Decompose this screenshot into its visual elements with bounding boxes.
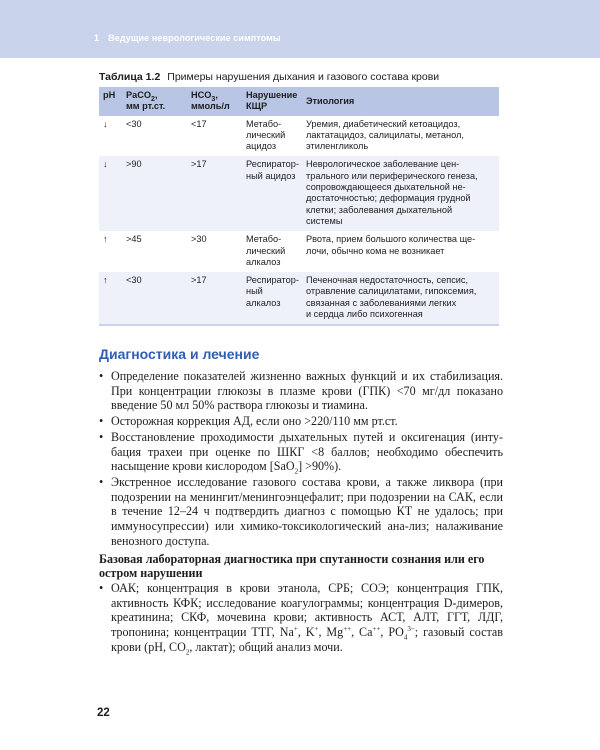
- subscript: 2: [294, 467, 299, 476]
- header-kcr-line1: Нарушение: [246, 90, 298, 100]
- cell-hco3: >17: [187, 156, 242, 231]
- superscript: 3−: [407, 625, 415, 634]
- list-item-text: , Ca: [351, 625, 373, 640]
- subscript: 4: [403, 633, 408, 642]
- header-hco3-unit: ммоль/л: [191, 101, 230, 112]
- superscript: +: [314, 625, 319, 634]
- cell-etiology: Неврологическое заболевание цен- трального или периферического генеза, сопровождающееся дыхательной не- достаточностью; деформация грудной клетки; заболевания дыхательной системы: [302, 156, 499, 231]
- header-kcr-line2: КЩР: [246, 101, 268, 112]
- header-paco2-comma: ,: [154, 90, 158, 100]
- cell-hco3: >30: [191, 234, 207, 245]
- header-band: [0, 0, 600, 58]
- header-hco3: [187, 87, 242, 116]
- list-item-text: Восстановление проходимости дыхательных путей и оксигенация (инту-бация трахеи при оценке по ШКГ <8 баллов; необходимо обеспечить насыщение крови кислородом [SaO: [111, 429, 503, 474]
- cell-ph: ↓: [103, 118, 108, 129]
- header-etiology: Этиология: [302, 87, 499, 116]
- running-head: [94, 33, 281, 43]
- section-heading: Диагностика и лечение: [99, 346, 260, 362]
- cell-ph: ↓: [99, 156, 122, 231]
- chapter-title: Ведущие неврологические симптомы: [108, 33, 281, 43]
- table-caption: [99, 71, 439, 83]
- header-hco3-label: HCO: [191, 90, 212, 100]
- cell-etiology: Печеночная недостаточность, сепсис, отравление салицилатами, гипоксемия, связанная с заболеваниями легких и сердца либо психогенная: [302, 272, 499, 325]
- cell-ph: ↑: [103, 234, 108, 245]
- header-kcr: [242, 87, 302, 116]
- cell-kcr: Метабо- лический ацидоз: [246, 118, 286, 152]
- table-row: [99, 116, 499, 157]
- header-ph: pH: [99, 87, 122, 116]
- table-row: [99, 272, 499, 325]
- list-item-text: ; газовый состав крови (pH, CO: [111, 625, 503, 654]
- list-item: • Определение показателей жизненно важных функций и их стабилизация. При концентрации глюкозы в плазме крови (ГПК) <70 мг/дл показано введение 50 мл 50% раствора глюкозы и тиамина.: [99, 369, 503, 413]
- cell-kcr: Респиратор- ный алкалоз: [242, 272, 302, 325]
- cell-etiology: Рвота, прием большого количества ще- лочи, обычно кома не возникает: [306, 234, 476, 256]
- table-caption-text: Примеры нарушения дыхания и газового состава крови: [167, 71, 440, 83]
- table-row: [99, 231, 499, 272]
- cell-hco3: <17: [191, 118, 207, 129]
- table-row: [99, 156, 499, 231]
- header-hco3-sub: 3: [211, 95, 216, 103]
- header-paco2-unit: мм рт.ст.: [126, 101, 166, 112]
- cell-paco2: >90: [122, 156, 187, 231]
- list-item-text: , K: [297, 625, 315, 640]
- table-body: [99, 116, 499, 326]
- cell-kcr: Респиратор- ный ацидоз: [242, 156, 302, 231]
- lab-heading: Базовая лабораторная диагностика при спутанности сознания или его остром нарушении: [99, 552, 485, 580]
- list-item: • Экстренное исследование газового состава крови, а также ликвора (при подозрении на менингит/менингоэнцефалит; при подозрении на САК, если в течение 12–24 ч подтвердить диагноз с помощью КТ не удалось; при иммуносупрессии) или химико-токсикологический ана-лиз; налаживание венозного доступа.: [99, 475, 503, 549]
- treatment-list: [99, 369, 503, 549]
- header-hco3-comma: ,: [215, 90, 218, 100]
- list-item: • Осторожная коррекция АД, если оно >220/110 мм рт.ст.: [99, 414, 503, 429]
- lab-list: [99, 581, 503, 656]
- subscript: 2: [185, 648, 190, 657]
- cell-paco2: <30: [126, 118, 142, 129]
- list-item-text: ОАК; концентрация в крови этанола, СРБ; СОЭ; концентрация ГПК, активность КФК; исследование коагулограммы; концентрация D-димеров, креатинина; СКФ, мочевина крови; активность АСТ, АЛТ, ГГТ, ЛДГ, тропонина; концентрации ТТГ, Na: [111, 581, 503, 640]
- header-paco2-sub: 2: [151, 95, 155, 103]
- chapter-number: 1: [94, 33, 100, 43]
- list-item: [99, 430, 503, 474]
- list-item: [99, 581, 503, 655]
- superscript: ++: [343, 625, 352, 634]
- header-paco2-label: PaCO: [126, 90, 152, 100]
- superscript: +: [293, 625, 298, 634]
- table-header-row: [99, 87, 499, 116]
- acid-base-table: [99, 87, 499, 326]
- list-item-text: , PO: [380, 625, 404, 640]
- cell-etiology: Уремия, диабетический кетоацидоз, лактатацидоз, салицилаты, метанол, этиленгликоль: [306, 118, 464, 152]
- list-item-text: , Mg: [318, 625, 344, 640]
- cell-ph: ↑: [99, 272, 122, 325]
- table-caption-label: Таблица 1.2: [99, 71, 161, 83]
- header-paco2: [122, 87, 187, 116]
- superscript: ++: [372, 625, 381, 634]
- cell-hco3: >17: [187, 272, 242, 325]
- list-item-text: ] >90%).: [298, 459, 342, 474]
- cell-paco2: >45: [126, 234, 142, 245]
- page-number: 22: [97, 707, 110, 719]
- cell-paco2: <30: [122, 272, 187, 325]
- list-item-text: , лактат); общий анализ мочи.: [189, 639, 343, 654]
- cell-kcr: Метабо- лический алкалоз: [246, 234, 286, 267]
